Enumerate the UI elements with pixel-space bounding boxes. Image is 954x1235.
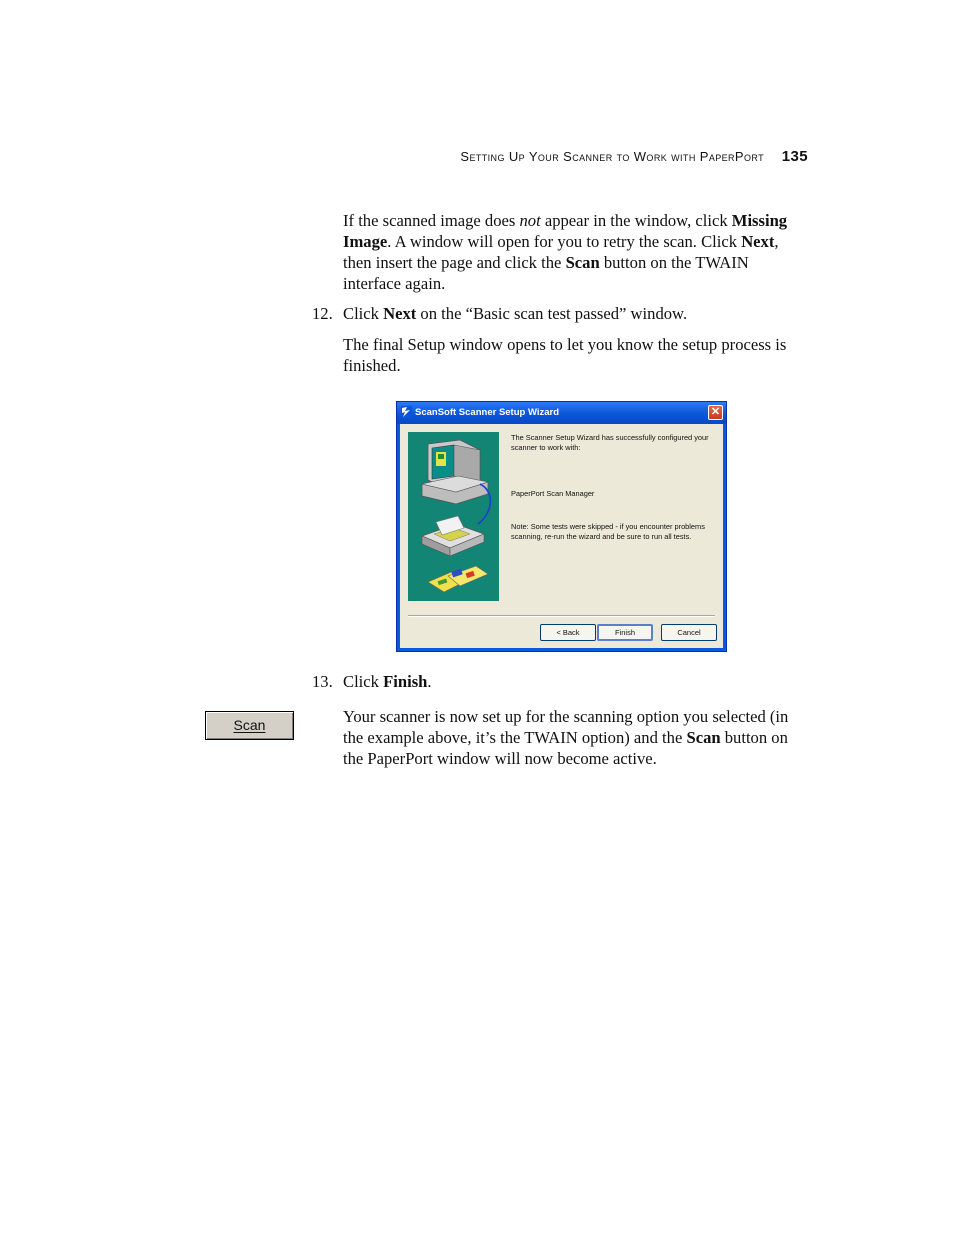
step-13 — [312, 671, 809, 692]
text-run: Click — [343, 672, 384, 691]
close-icon[interactable]: ✕ — [708, 405, 723, 420]
step-12 — [312, 303, 809, 324]
text-run-bold: Scan — [565, 253, 600, 272]
final-setup-paragraph: The final Setup window opens to let you know the setup process is finished. — [343, 335, 787, 375]
text-run: . — [427, 672, 432, 691]
running-header — [460, 148, 808, 165]
step-number: 13. — [312, 672, 333, 691]
cancel-button[interactable]: Cancel — [661, 624, 717, 641]
skipped-tests-note: Note: Some tests were skipped - if you encounter problems scanning, re-run the wizard and be sure to run all tests. — [511, 522, 705, 541]
text-run: appear in the window, click — [540, 211, 732, 230]
finish-button[interactable]: Finish — [597, 624, 653, 641]
scan-manager-name: PaperPort Scan Manager — [511, 489, 595, 498]
wizard-app-icon — [401, 406, 412, 418]
dialog-separator — [408, 615, 715, 617]
text-run-italic: not — [519, 211, 541, 230]
success-message: The Scanner Setup Wizard has successfully configured your scanner to work with: — [511, 433, 709, 452]
text-run-bold: Next — [383, 304, 417, 323]
text-run: Your scanner is now set up for the scanning option you selected (in the example above, it’s the TWAIN option) and the — [343, 707, 789, 747]
dialog-client-area — [400, 424, 723, 648]
scan-button[interactable] — [205, 711, 294, 740]
scanner-ready-paragraph — [343, 706, 809, 769]
step-number: 12. — [312, 304, 333, 323]
text-run-bold: Missing Image — [343, 211, 788, 251]
text-run-bold: Finish — [383, 672, 428, 691]
text-run: . A window will open for you to retry the scan. Click — [387, 232, 742, 251]
text-run: If the scanned image does — [343, 211, 520, 230]
text-run-bold: Scan — [686, 728, 721, 747]
running-title: Setting Up Your Scanner to Work with PaperPort — [460, 149, 765, 164]
text-run: button on the TWAIN interface again. — [343, 253, 749, 293]
computer-scanner-icon — [408, 432, 499, 601]
text-run-bold: Next — [741, 232, 775, 251]
text-run: , then insert the page and click the — [343, 232, 779, 272]
text-run: button on the PaperPort window will now become active. — [343, 728, 788, 768]
scan-button-label: Scan — [233, 717, 266, 733]
text-run: Click — [343, 304, 384, 323]
setup-wizard-dialog — [396, 401, 727, 652]
text-run: on the “Basic scan test passed” window. — [416, 304, 688, 323]
back-button[interactable]: < Back — [540, 624, 596, 641]
computer-scanner-illustration — [408, 432, 499, 601]
dialog-titlebar[interactable] — [397, 402, 726, 424]
missing-image-paragraph — [343, 210, 809, 294]
page-number: 135 — [781, 148, 808, 165]
dialog-title: ScanSoft Scanner Setup Wizard — [415, 407, 560, 418]
